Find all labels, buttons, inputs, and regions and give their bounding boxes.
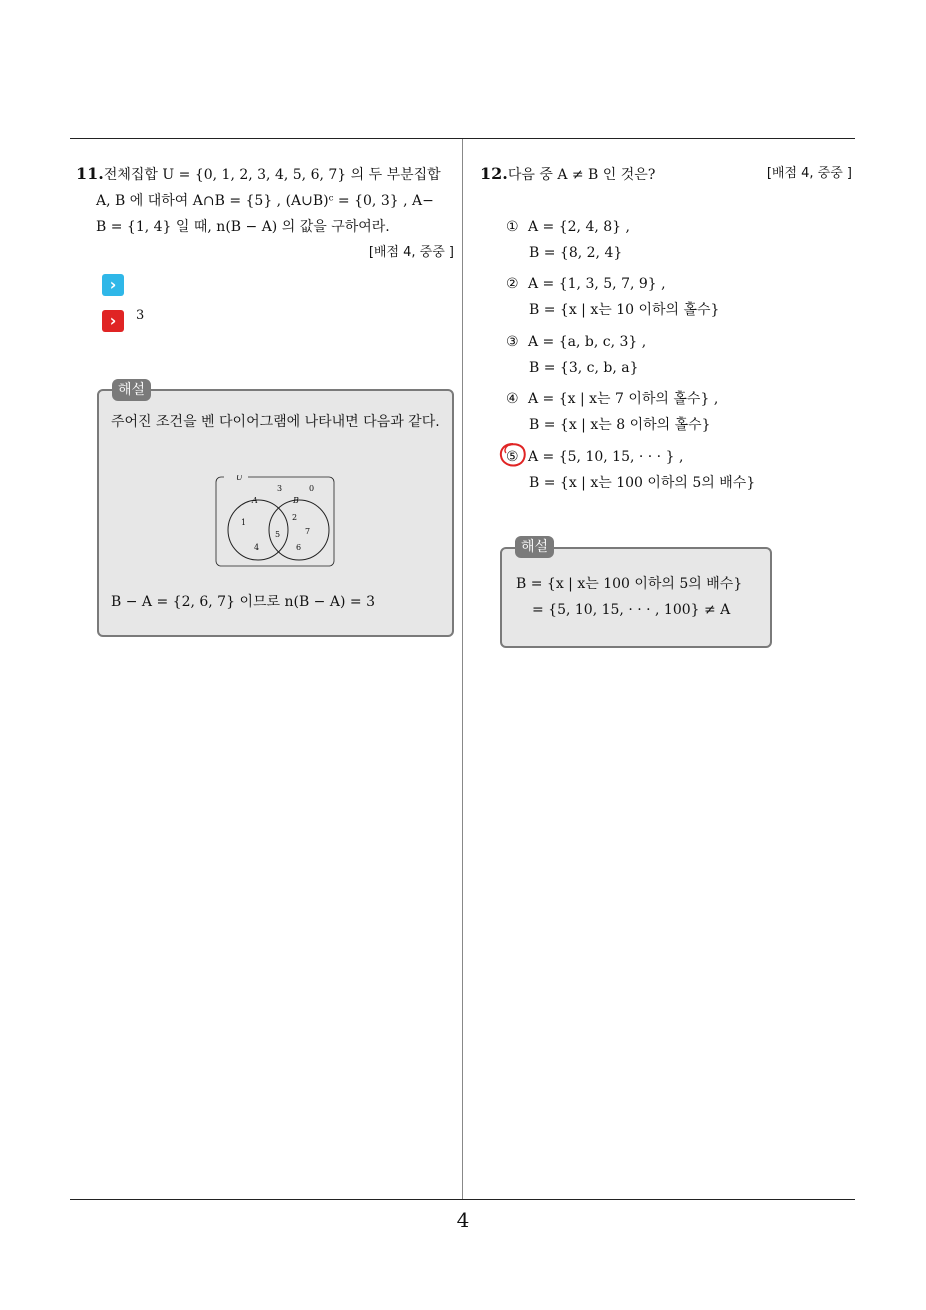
venn-diagram: [214, 475, 336, 570]
bottom-rule: [70, 1199, 855, 1200]
solution-tag: 해설: [515, 536, 554, 558]
venn-b-only-value: 6: [296, 543, 302, 552]
answer-value: 3: [136, 308, 145, 323]
choice-number: ②: [506, 276, 519, 292]
choice-3[interactable]: [506, 329, 646, 381]
choice-number: ④: [506, 391, 519, 407]
choice-line-a: A = {1, 3, 5, 7, 9} ,: [528, 276, 666, 292]
choice-number: ⑤: [506, 449, 519, 465]
venn-outside-value: 0: [309, 484, 315, 493]
page-number: 4: [456, 1208, 470, 1232]
choice-1[interactable]: [506, 214, 630, 266]
choice-2[interactable]: [506, 271, 719, 323]
choice-line-b: B = {8, 2, 4}: [529, 245, 623, 261]
solution-box-12: [500, 547, 772, 648]
column-divider: [462, 139, 463, 1200]
venn-intersection-value: 5: [275, 530, 281, 539]
choice-number: ①: [506, 219, 519, 235]
choice-line-a: A = {a, b, c, 3} ,: [528, 334, 647, 350]
answer-arrow-icon[interactable]: ›: [102, 310, 124, 332]
solution-result: B − A = {2, 6, 7} 이므로 n(B − A) = 3: [111, 594, 375, 610]
choice-line-b: B = {x | x는 10 이하의 홀수}: [529, 302, 720, 318]
choice-line-b: B = {x | x는 100 이하의 5의 배수}: [529, 475, 756, 491]
solution-tag: 해설: [112, 379, 151, 401]
choice-line-b: B = {3, c, b, a}: [529, 360, 639, 376]
choice-line-a: A = {5, 10, 15, · · · } ,: [528, 449, 684, 465]
solution-line-2: = {5, 10, 15, · · · , 100} ≠ A: [532, 602, 731, 618]
solution-line-1: B = {x | x는 100 이하의 5의 배수}: [516, 576, 743, 592]
set-a-label: A: [252, 496, 258, 505]
choice-4[interactable]: [506, 386, 718, 438]
question-number: 11.: [76, 164, 104, 183]
show-answer-arrow-icon[interactable]: ›: [102, 274, 124, 296]
solution-text: 주어진 조건을 벤 다이어그램에 나타내면 다음과 같다.: [111, 414, 440, 430]
question-12: [480, 161, 856, 188]
question-line-3: B = {1, 4} 일 때, n(B − A) 의 값을 구하여라.: [96, 219, 390, 235]
answer-mark-circle-icon: [498, 441, 528, 469]
question-number: 12.: [480, 164, 508, 183]
universe-rect: [216, 477, 334, 566]
venn-a-only-value: 1: [241, 518, 247, 527]
question-text: 다음 중 A ≠ B 인 것은?: [507, 167, 656, 183]
choice-line-a: A = {x | x는 7 이하의 홀수} ,: [528, 391, 719, 407]
venn-b-only-value: 7: [305, 527, 311, 536]
choice-line-a: A = {2, 4, 8} ,: [528, 219, 630, 235]
choice-number: ③: [506, 334, 519, 350]
set-b-label: B: [293, 496, 299, 505]
venn-outside-value: 3: [277, 484, 283, 493]
question-11: [76, 161, 458, 266]
score-meta: [배점 4, 중중 ]: [766, 166, 852, 181]
venn-a-only-value: 4: [254, 543, 260, 552]
universe-label: U: [236, 475, 243, 482]
score-meta: [배점 4, 중중 ]: [368, 245, 454, 260]
question-line-2: A, B 에 대하여 A∩B = {5} , (A∪B)ᶜ = {0, 3} , A−: [96, 193, 434, 209]
choice-5[interactable]: [506, 444, 755, 496]
choice-line-b: B = {x | x는 8 이하의 홀수}: [529, 417, 711, 433]
venn-b-only-value: 2: [292, 513, 298, 522]
question-line-1: 전체집합 U = {0, 1, 2, 3, 4, 5, 6, 7} 의 두 부분집합: [103, 167, 441, 183]
solution-box-11: [97, 389, 454, 637]
